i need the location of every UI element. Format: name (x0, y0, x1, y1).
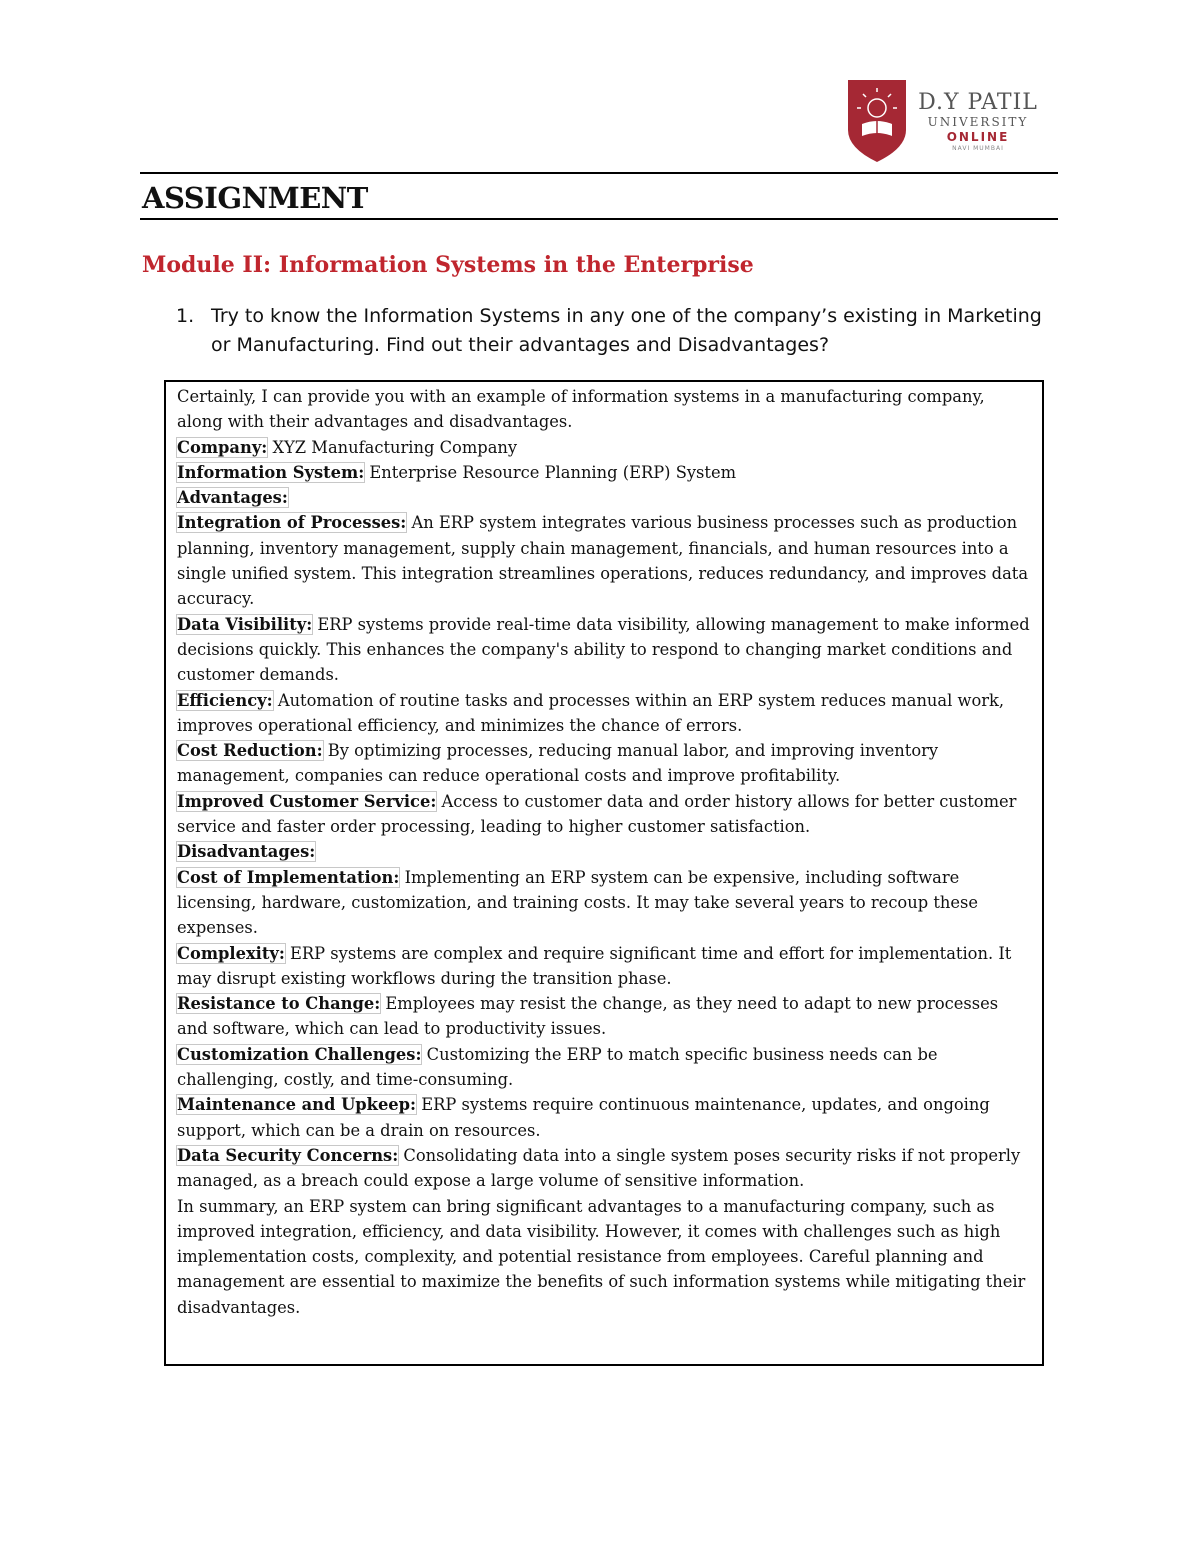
advantage-label: Data Visibility: (177, 614, 313, 634)
title-bottom-rule (140, 218, 1058, 220)
advantage-text: By optimizing processes, reducing manual labor, and improving inventory management, companies can reduce operational costs and improve profitability. (177, 741, 939, 786)
university-logo (846, 78, 1042, 164)
disadvantage-label: Data Security Concerns: (177, 1145, 399, 1165)
disadvantage-label: Resistance to Change: (177, 994, 381, 1014)
advantage-item (177, 738, 1032, 789)
advantage-text: Automation of routine tasks and processes within an ERP system reduces manual work, improves operational efficiency, and minimizes the chance of errors. (177, 690, 1005, 735)
advantage-label: Improved Customer Service: (177, 791, 437, 811)
disadvantage-label: Complexity: (177, 943, 285, 963)
system-label: Information System: (177, 462, 365, 482)
disadvantages-heading: Disadvantages: (177, 842, 316, 862)
company-label: Company: (177, 437, 268, 457)
question-item (176, 302, 1056, 360)
answer-intro: Certainly, I can provide you with an example of information systems in a manufacturing company, along with their advantages and disadvantages. (177, 387, 985, 432)
logo-line-1: D.Y PATIL (918, 89, 1038, 115)
logo-line-4: NAVI MUMBAI (952, 144, 1004, 152)
advantage-item (177, 789, 1032, 840)
disadvantage-text: Consolidating data into a single system poses security risks if not properly managed, as a breach could expose a large volume of sensitive information. (177, 1145, 1021, 1191)
disadvantage-label: Cost of Implementation: (177, 867, 400, 887)
question-text: Try to know the Information Systems in any one of the company’s existing in Marketing or Manufacturing. Find out their advantages and Disadvantages? (211, 305, 1042, 356)
advantage-label: Cost Reduction: (177, 741, 323, 761)
title-top-rule (140, 172, 1058, 174)
disadvantage-text: Customizing the ERP to match specific business needs can be challenging, costly, and time-consuming. (177, 1044, 938, 1090)
disadvantage-item (177, 941, 1032, 992)
advantage-label: Efficiency: (177, 690, 273, 710)
disadvantage-item (177, 1143, 1032, 1194)
system-value: Enterprise Resource Planning (ERP) System (364, 462, 737, 482)
advantages-heading-line (177, 485, 1032, 510)
answer-summary: In summary, an ERP system can bring significant advantages to a manufacturing company, such as improved integration, efficiency, and data visibility. However, it comes with challenges such as high implementation costs, complexity, and potential resistance from employees. Careful planning and management are essential to maximize the benefits of such information systems while mitigating their disadvantages. (177, 1196, 1026, 1317)
disadvantage-item (177, 1042, 1032, 1093)
disadvantage-item (177, 1092, 1032, 1143)
advantages-heading: Advantages: (177, 488, 288, 508)
disadvantage-label: Customization Challenges: (177, 1044, 422, 1064)
disadvantage-text: Employees may resist the change, as they need to adapt to new processes and software, which can lead to productivity issues. (177, 994, 999, 1039)
advantage-item (177, 688, 1032, 739)
system-line (177, 460, 1032, 485)
disadvantage-item (177, 865, 1032, 941)
advantage-label: Integration of Processes: (177, 513, 407, 533)
disadvantage-text: ERP systems are complex and require significant time and effort for implementation. It may disrupt existing workflows during the transition phase. (177, 943, 1012, 988)
company-value: XYZ Manufacturing Company (267, 437, 518, 457)
page-title: ASSIGNMENT (142, 181, 368, 215)
disadvantages-heading-line (177, 839, 1032, 864)
advantage-text: An ERP system integrates various business processes such as production planning, inventory management, supply chain management, financials, and human resources into a single unified system. This integration streamlines operations, reduces redundancy, and improves data accuracy. (177, 513, 1029, 609)
advantage-item (177, 510, 1032, 611)
logo-line-2: UNIVERSITY (927, 114, 1029, 129)
advantage-text: Access to customer data and order history allows for better customer service and faster order processing, leading to higher customer satisfaction. (177, 791, 1017, 837)
question-number: 1. (176, 305, 195, 327)
disadvantage-text: Implementing an ERP system can be expensive, including software licensing, hardware, customization, and training costs. It may take several years to recoup these expenses. (177, 867, 978, 938)
university-shield-icon (846, 78, 908, 164)
disadvantage-item (177, 991, 1032, 1042)
module-title: Module II: Information Systems in the Enterprise (142, 252, 754, 278)
advantage-text: ERP systems provide real-time data visibility, allowing management to make informed decisions quickly. This enhances the company's ability to respond to changing market conditions and customer demands. (177, 614, 1030, 685)
disadvantage-label: Maintenance and Upkeep: (177, 1095, 417, 1115)
company-line (177, 435, 1032, 460)
logo-line-3: ONLINE (946, 129, 1010, 144)
disadvantage-text: ERP systems require continuous maintenance, updates, and ongoing support, which can be a drain on resources. (177, 1095, 990, 1140)
advantage-item (177, 612, 1032, 688)
answer-box (164, 380, 1044, 1366)
